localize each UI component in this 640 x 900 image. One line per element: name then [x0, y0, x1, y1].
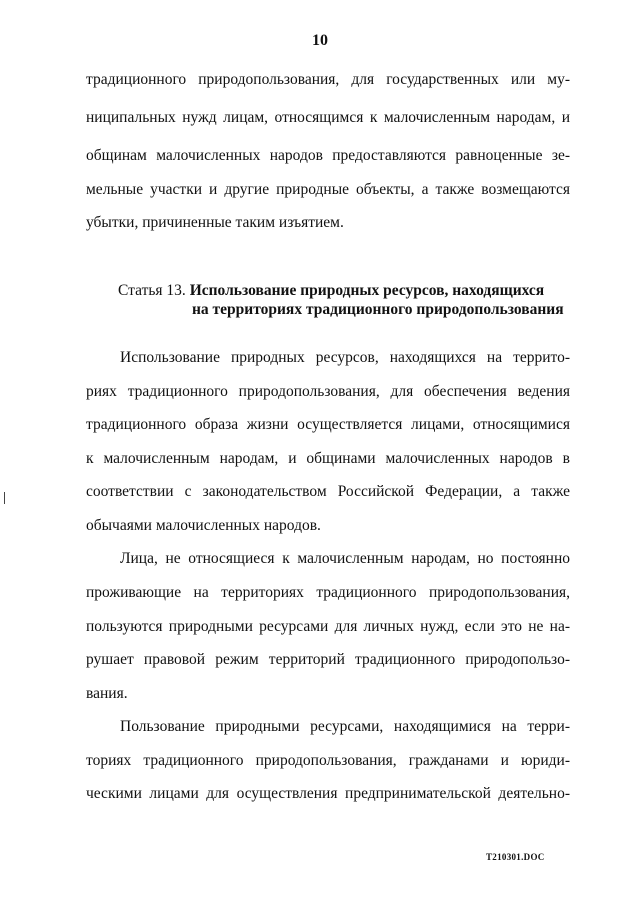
text-line: пользуются природными ресурсами для личных нужд, если это не на- — [86, 618, 570, 635]
scan-margin-mark — [4, 492, 5, 504]
text-line: риях традиционного природопользования, для обеспечения ведения — [86, 383, 570, 400]
text-line: мельные участки и другие природные объекты, а также возмещаются — [86, 181, 570, 198]
text-line: Лица, не относящиеся к малочисленным народам, но постоянно — [120, 550, 570, 567]
text-line: традиционного образа жизни осуществляется лицами, относящимися — [86, 416, 570, 433]
text-line: соответствии с законодательством Российской Федерации, а также — [86, 483, 570, 500]
page-number: 10 — [312, 32, 328, 49]
document-code: T210301.DOC — [486, 852, 545, 862]
text-line: обычаями малочисленных народов. — [86, 517, 321, 534]
text-line: Использование природных ресурсов, находящихся на террито- — [120, 349, 570, 366]
text-line: традиционного природопользования, для государственных или му- — [86, 71, 570, 88]
text-line: рушает правовой режим территорий традиционного природопользо- — [86, 651, 570, 668]
text-line: ниципальных нужд лицам, относящимся к малочисленным народам, и — [86, 109, 570, 126]
text-line: убытки, причиненные таким изъятием. — [86, 214, 344, 231]
article-heading-line-2: на территориях традиционного природопользования — [192, 301, 564, 318]
article-heading-line-1 — [118, 282, 544, 300]
text-line: вания. — [86, 685, 128, 702]
text-line: ческими лицами для осуществления предпринимательской деятельно- — [86, 785, 570, 802]
article-title: Использование природных ресурсов, находящихся — [189, 282, 545, 299]
text-line: общинам малочисленных народов предоставляются равноценные зе- — [86, 147, 570, 164]
text-line: ториях традиционного природопользования, гражданами и юриди- — [86, 752, 570, 769]
text-line: Пользование природными ресурсами, находящимися на терри- — [120, 718, 570, 735]
article-number: Статья 13. — [118, 282, 186, 299]
text-line: проживающие на территориях традиционного природопользования, — [86, 584, 570, 601]
text-line: к малочисленным народам, и общинами малочисленных народов в — [86, 450, 570, 467]
